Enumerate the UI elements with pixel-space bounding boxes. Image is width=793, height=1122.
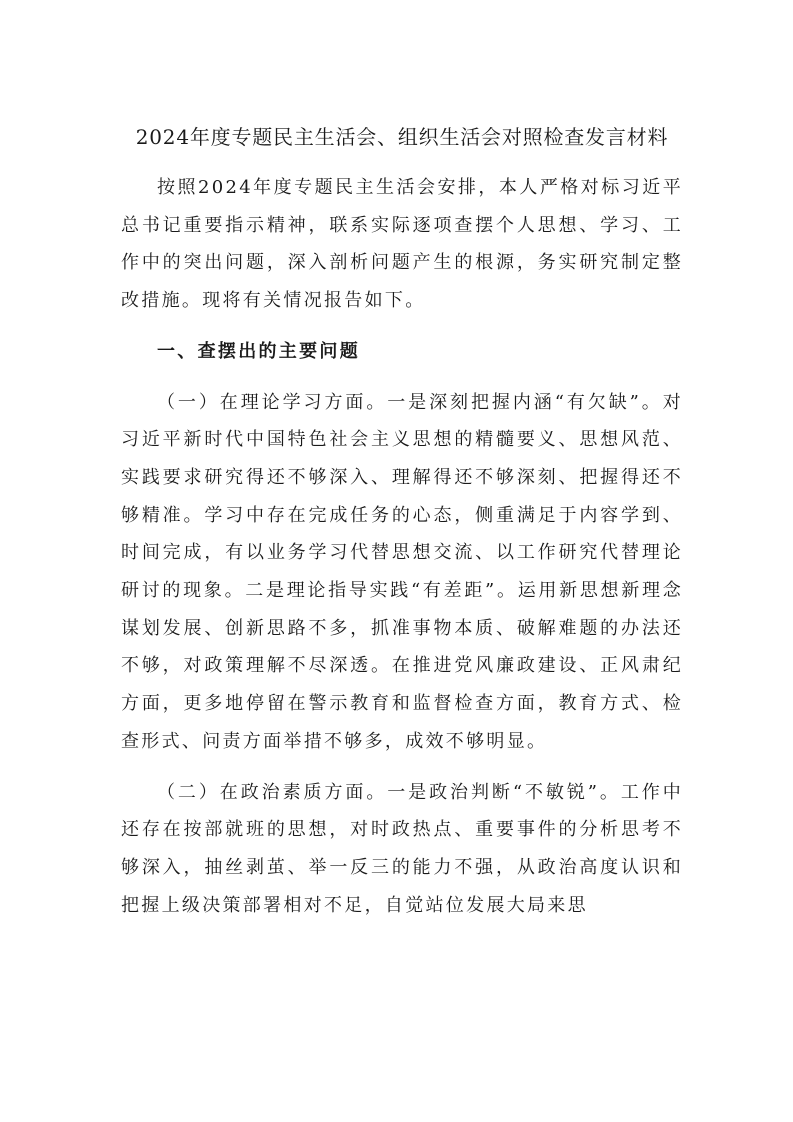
document-body [121, 119, 683, 924]
paragraph-political-quality: （二）在政治素质方面。一是政治判断“不敏锐”。工作中还存在按部就班的思想，对时政热点、重要事件的分析思考不够深入，抽丝剥茧、举一反三的能力不强，从政治高度认识和把握上级决策部署相对不足，自觉站位发展大局来思 [121, 781, 683, 916]
section-heading-main-problems: 一、查摆出的主要问题 [157, 340, 360, 362]
intro-paragraph: 按照2024年度专题民主生活会安排，本人严格对标习近平总书记重要指示精神，联系实际逐项查摆个人思想、学习、工作中的突出问题，深入剖析问题产生的根源，务实研究制定整改措施。现将有关情况报告如下。 [121, 177, 683, 312]
document-title: 2024年度专题民主生活会、组织生活会对照检查发言材料 [135, 125, 669, 149]
paragraph-theory-study: （一）在理论学习方面。一是深刻把握内涵“有欠缺”。对习近平新时代中国特色社会主义思想的精髓要义、思想风范、实践要求研究得还不够深入、理解得还不够深刻、把握得还不够精准。学习中存在完成任务的心态，侧重满足于内容学到、时间完成，有以业务学习代替思想交流、以工作研究代替理论研讨的现象。二是理论指导实践“有差距”。运用新思想新理念谋划发展、创新思路不多，抓准事物本质、破解难题的办法还不够，对政策理解不尽深透。在推进党风廉政建设、正风肃纪方面，更多地停留在警示教育和监督检查方面，教育方式、检查形式、问责方面举措不够多，成效不够明显。 [121, 391, 683, 752]
